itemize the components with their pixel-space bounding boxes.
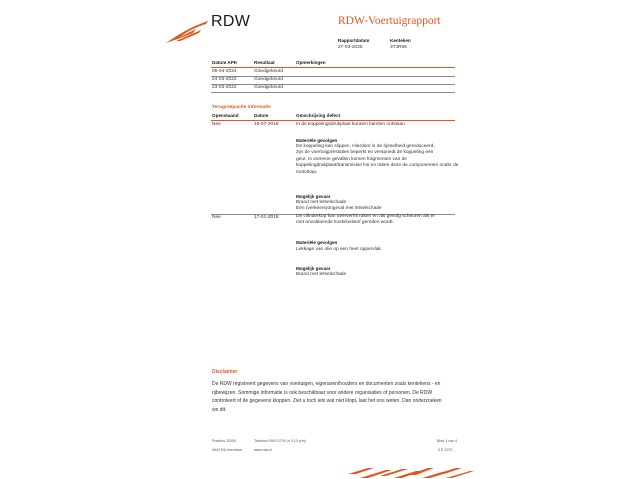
- possible-danger-text: Brand met letselschade Een (verkeers)ongeval met letselschade: [296, 200, 382, 212]
- plate-value: 3TJR65: [390, 45, 407, 50]
- footer-code: 3 E 1070: [438, 448, 453, 452]
- apk-row-divider: [211, 92, 455, 93]
- recall-col-date: Datum: [254, 113, 269, 118]
- apk-row-result: Goedgekeurd: [254, 77, 284, 82]
- recall-description: In de koppelingsdrukplaat kunnen barsten ontstaan.: [296, 122, 407, 127]
- decorative-stripes-icon: [346, 466, 476, 479]
- apk-row-divider: [211, 84, 455, 85]
- plate-label: Kenteken: [390, 38, 411, 43]
- apk-col-remarks: Opmerkingen: [296, 60, 326, 65]
- recall-col-description: Omschrijving defect: [296, 113, 341, 118]
- possible-danger-label: Mogelijk gevaar: [296, 266, 331, 271]
- apk-header-line: [211, 67, 455, 68]
- footer-website[interactable]: www.rdw.nl: [254, 448, 272, 452]
- apk-row-result: Goedgekeurd: [254, 69, 284, 74]
- footer-postbus: Postbus 30000: [212, 439, 236, 443]
- apk-row-date: 23-03-2022: [212, 85, 237, 90]
- rdw-logo-icon: [166, 21, 208, 43]
- recall-col-open: Openstaand: [212, 113, 239, 118]
- apk-row-date: 24-03-2023: [212, 77, 237, 82]
- recall-open: Nee: [212, 215, 221, 220]
- recall-description: De cilinderkop kan oververhit raken en als gevolg scheuren als er met onvoldoende koelvloeistof gereden wordt.: [296, 214, 435, 226]
- logo-text: RDW: [211, 13, 251, 30]
- recall-title: Terugroepactie informatie: [212, 105, 271, 110]
- apk-row-result: Goedgekeurd: [254, 85, 284, 90]
- possible-danger-label: Mogelijk gevaar: [296, 194, 331, 199]
- footer-postcode: 9640 RA Veendam: [212, 448, 242, 452]
- disclaimer-text: De RDW registreert gegevens van voertuigen, eigenaren/houders en documenten zoals kentekens - en rijbewijzen. Sommige informatie is ook beschikbaar voor andere organisaties of personen. De RDW controleert of de gegevens kloppen. Ziet u toch iets wat niet klopt, laat het ons weten. Dan onderzoeken we dit.: [212, 381, 442, 413]
- recall-date: 15-07-2018: [254, 122, 279, 127]
- apk-row-date: 05-04-2024: [212, 69, 237, 74]
- material-consequences-label: Materiële gevolgen: [296, 240, 338, 245]
- apk-row-divider: [211, 76, 455, 77]
- material-consequences-label: Materiële gevolgen: [296, 138, 338, 143]
- apk-col-result: Resultaat: [254, 60, 275, 65]
- apk-col-date: Datum APK: [212, 60, 238, 65]
- possible-danger-text: Brand met letselschade: [296, 272, 347, 277]
- recall-header-line: [211, 120, 455, 121]
- material-consequences-text: De koppeling kan slippen. Hierdoor is de rijsnelheid gereduceerd, zijn de voertuigprestaties beperkt en verspreidt de koppeling een geur. In extreme gevallen komen fragmenten van de koppelingdrukplaat/transmissie los en raken deze de componenten onder de motorkap.: [296, 144, 459, 175]
- recall-date: 17-01-2018: [254, 215, 279, 220]
- disclaimer-title: Disclaimer: [212, 369, 238, 375]
- report-date-label: Rapportdatum: [338, 38, 370, 43]
- footer-phone: Telefoon 0900 0739 (¤ 0,10 p/m): [254, 439, 306, 443]
- material-consequences-text: Lekkage van olie op een heet oppervlak.: [296, 247, 383, 252]
- report-title: RDW-Voertuigrapport: [338, 15, 441, 27]
- recall-open: Nee: [212, 122, 221, 127]
- report-date: 27-03-2025: [338, 45, 363, 50]
- footer-page-number: Blad 4 van 4: [437, 439, 457, 443]
